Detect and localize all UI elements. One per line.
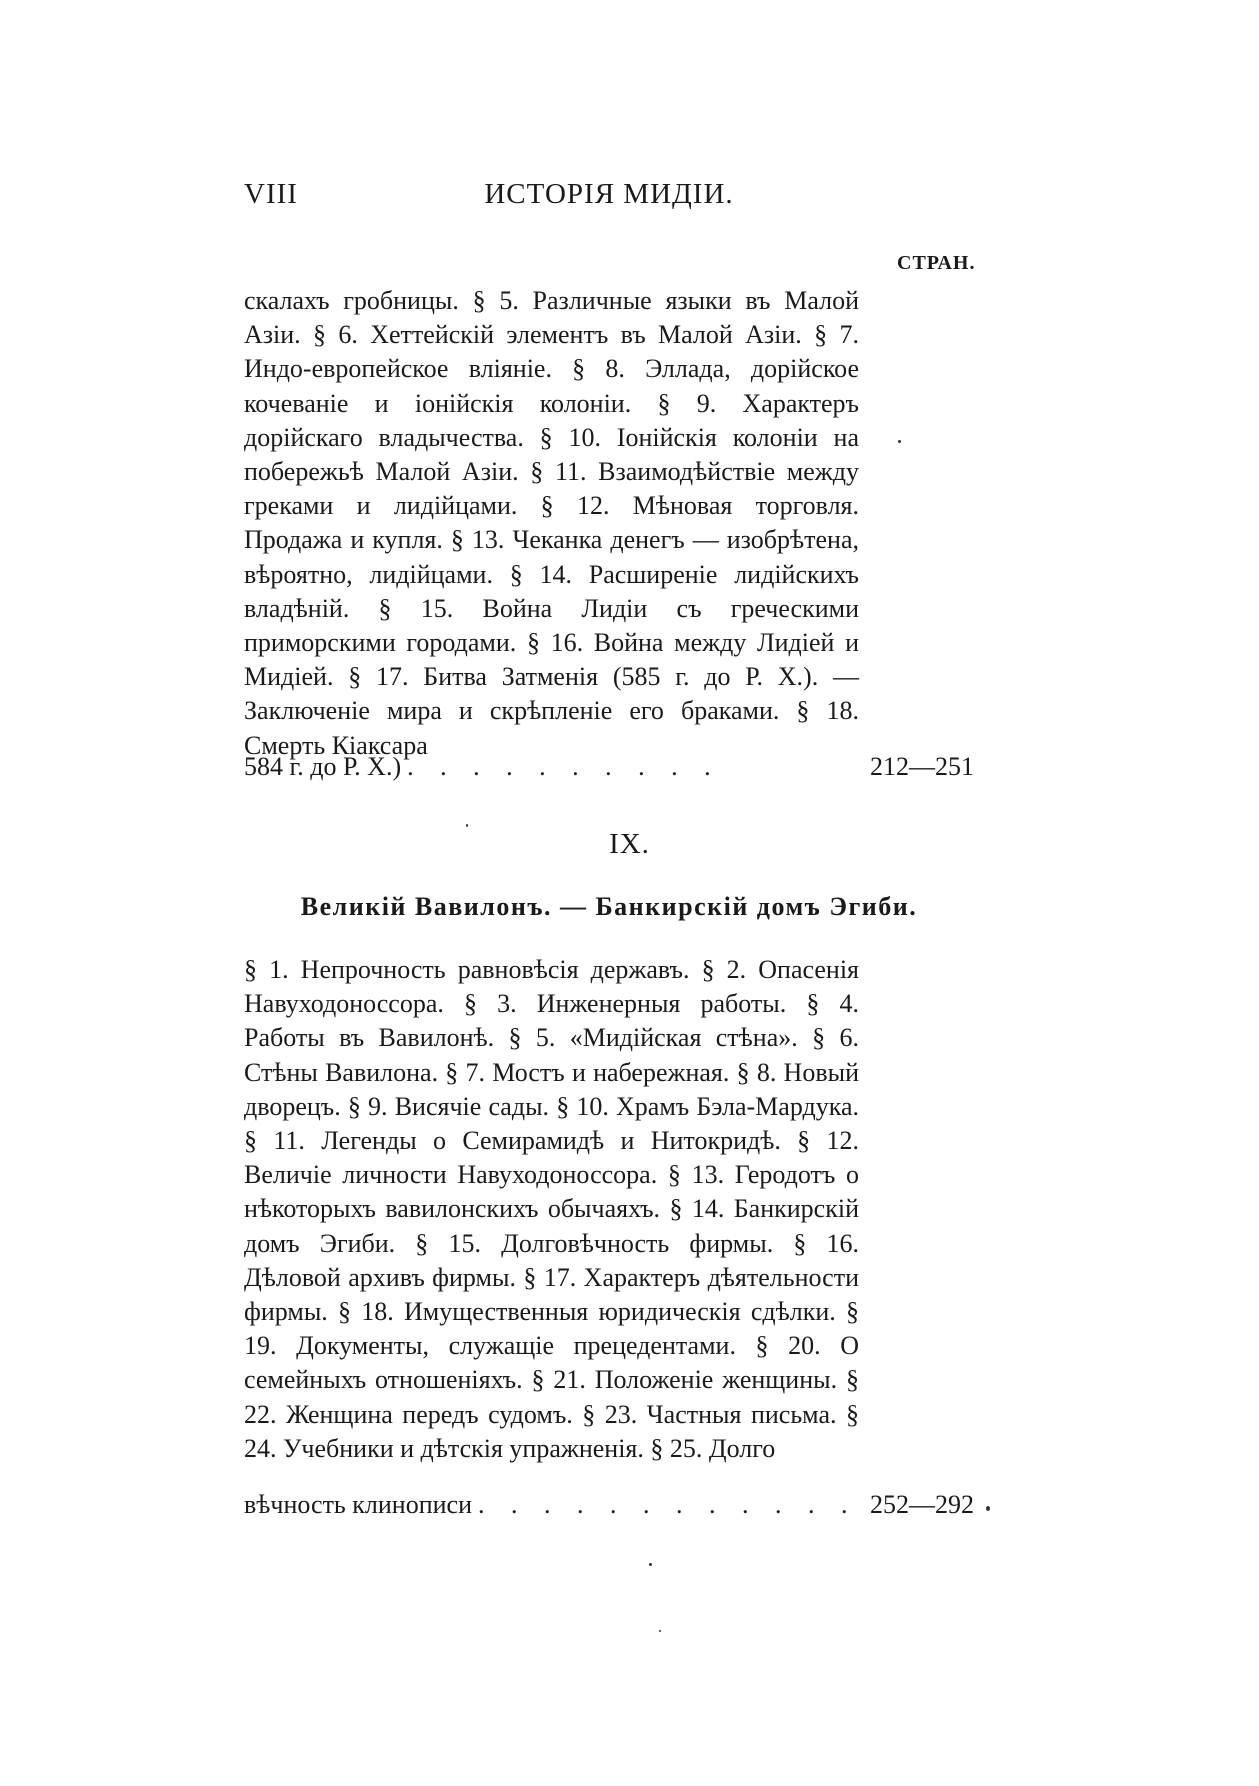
print-speck <box>466 824 468 827</box>
chapter-ix-page-range-line <box>244 1488 974 1524</box>
chapter-viii-page-range-line <box>244 750 974 786</box>
book-title: ИСТОРІЯ МИДІИ. <box>484 178 734 210</box>
chapter-number: IX. <box>609 828 650 860</box>
print-speck <box>898 440 901 443</box>
print-speck <box>649 1563 652 1566</box>
chapter-viii-last-line: 584 г. до Р. Х.) <box>244 752 402 781</box>
chapter-ix-last-line: вѣчность клинописи <box>244 1490 473 1519</box>
running-head <box>244 178 974 218</box>
print-speck <box>986 1506 990 1511</box>
print-speck <box>659 1630 661 1632</box>
chapter-viii-contents-text: скалахъ гробницы. § 5. Различные языки въ Малой Азіи. § 6. Хеттейскій элементъ въ Малой Азіи. § 7. Индо-европейское вліяніе. § 8. Эллада, дорійское кочеваніе и іонійскія колоніи. § 9. Характеръ дорійскаго владычества. § 10. Іонійскія колоніи на побережьѣ Малой Азіи. § 11. Взаимодѣйствіе между греками и лидійцами. § 12. Мѣновая торговля. Продажа и купля. § 13. Чеканка денегъ — изобрѣтена, вѣроятно, лидійцами. § 14. Расширеніе лидійскихъ владѣній. § 15. Война Лидіи съ греческими приморскими городами. § 16. Война между Лидіей и Мидіей. § 17. Битва Затменія (585 г. до Р. Х.). — Заключеніе мира и скрѣпленіе его браками. § 18. Смерть Кіаксара <box>244 286 859 760</box>
page-column-label: СТРАН. <box>897 252 976 274</box>
dot-leader: . . . . . . . . . . <box>407 752 721 781</box>
dot-leader: . . . . . . . . . . . . <box>478 1490 858 1519</box>
chapter-ix-contents-text: § 1. Непрочность равновѣсія державъ. § 2. Опасенія Навуходоноссора. § 3. Инженерныя работы. § 4. Работы въ Вавилонѣ. § 5. «Мидійская стѣна». § 6. Стѣны Вавилона. § 7. Мостъ и набережная. § 8. Новый дворецъ. § 9. Висячіе сады. § 10. Храмъ Бэла-Мардука. § 11. Легенды о Семирамидѣ и Нитокридѣ. § 12. Величіе личности Навуходоноссора. § 13. Геродотъ о нѣкоторыхъ вавилонскихъ обычаяхъ. § 14. Банкирскій домъ Эгиби. § 15. Долговѣчность фирмы. § 16. Дѣловой архивъ фирмы. § 17. Характеръ дѣятельности фирмы. § 18. Имущественныя юридическія сдѣлки. § 19. Документы, служащіе прецедентами. § 20. О семейныхъ отношеніяхъ. § 21. Положеніе женщины. § 22. Женщина передъ судомъ. § 23. Частныя письма. § 24. Учебники и дѣтскія упражненія. § 25. Долго <box>244 955 859 1463</box>
page-number: VIII <box>244 178 298 210</box>
chapter-ix-page-range: 252—292 <box>870 1490 974 1519</box>
chapter-viii-page-range: 212—251 <box>870 752 974 781</box>
chapter-title: Великій Вавилонъ. — Банкирскій домъ Эгиби. <box>300 892 918 921</box>
